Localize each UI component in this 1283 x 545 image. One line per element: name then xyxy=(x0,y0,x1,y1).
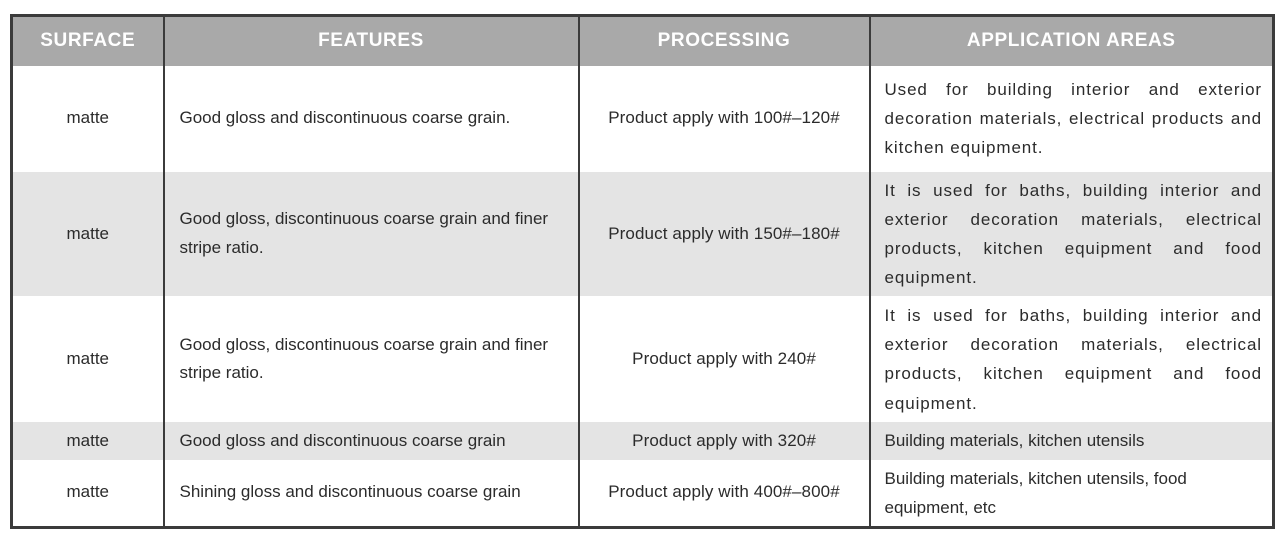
surface-cell: matte xyxy=(12,422,164,459)
features-cell: Good gloss, discontinuous coarse grain and finer stripe ratio. xyxy=(164,172,579,297)
application-areas-cell: Building materials, kitchen utensils xyxy=(870,422,1274,459)
processing-cell: Product apply with 320# xyxy=(579,422,870,459)
column-header-application-areas: APPLICATION AREAS xyxy=(870,16,1274,66)
processing-cell: Product apply with 100#–120# xyxy=(579,66,870,172)
application-areas-cell: Used for building interior and exterior decoration materials, electrical products and kitchen equipment. xyxy=(870,66,1274,172)
surface-cell: matte xyxy=(12,172,164,297)
features-cell: Good gloss and discontinuous coarse grain. xyxy=(164,66,579,172)
column-header-processing: PROCESSING xyxy=(579,16,870,66)
features-cell: Good gloss, discontinuous coarse grain and finer stripe ratio. xyxy=(164,296,579,422)
processing-cell: Product apply with 400#–800# xyxy=(579,460,870,528)
surface-cell: matte xyxy=(12,460,164,528)
processing-cell: Product apply with 240# xyxy=(579,296,870,422)
table-row xyxy=(12,66,1274,172)
surface-cell: matte xyxy=(12,66,164,172)
column-header-features: FEATURES xyxy=(164,16,579,66)
features-cell: Shining gloss and discontinuous coarse grain xyxy=(164,460,579,528)
table-row xyxy=(12,296,1274,422)
application-areas-cell: It is used for baths, building interior and exterior decoration materials, electrical products, kitchen equipment and food equipment. xyxy=(870,172,1274,297)
table-row xyxy=(12,172,1274,297)
application-areas-cell: Building materials, kitchen utensils, food equipment, etc xyxy=(870,460,1274,528)
application-areas-cell: It is used for baths, building interior and exterior decoration materials, electrical products, kitchen equipment and food equipment. xyxy=(870,296,1274,422)
product-surface-spec-table xyxy=(10,14,1275,529)
surface-cell: matte xyxy=(12,296,164,422)
features-cell: Good gloss and discontinuous coarse grain xyxy=(164,422,579,459)
table-header-row xyxy=(12,16,1274,66)
processing-cell: Product apply with 150#–180# xyxy=(579,172,870,297)
table-row xyxy=(12,460,1274,528)
table-row xyxy=(12,422,1274,459)
column-header-surface: SURFACE xyxy=(12,16,164,66)
